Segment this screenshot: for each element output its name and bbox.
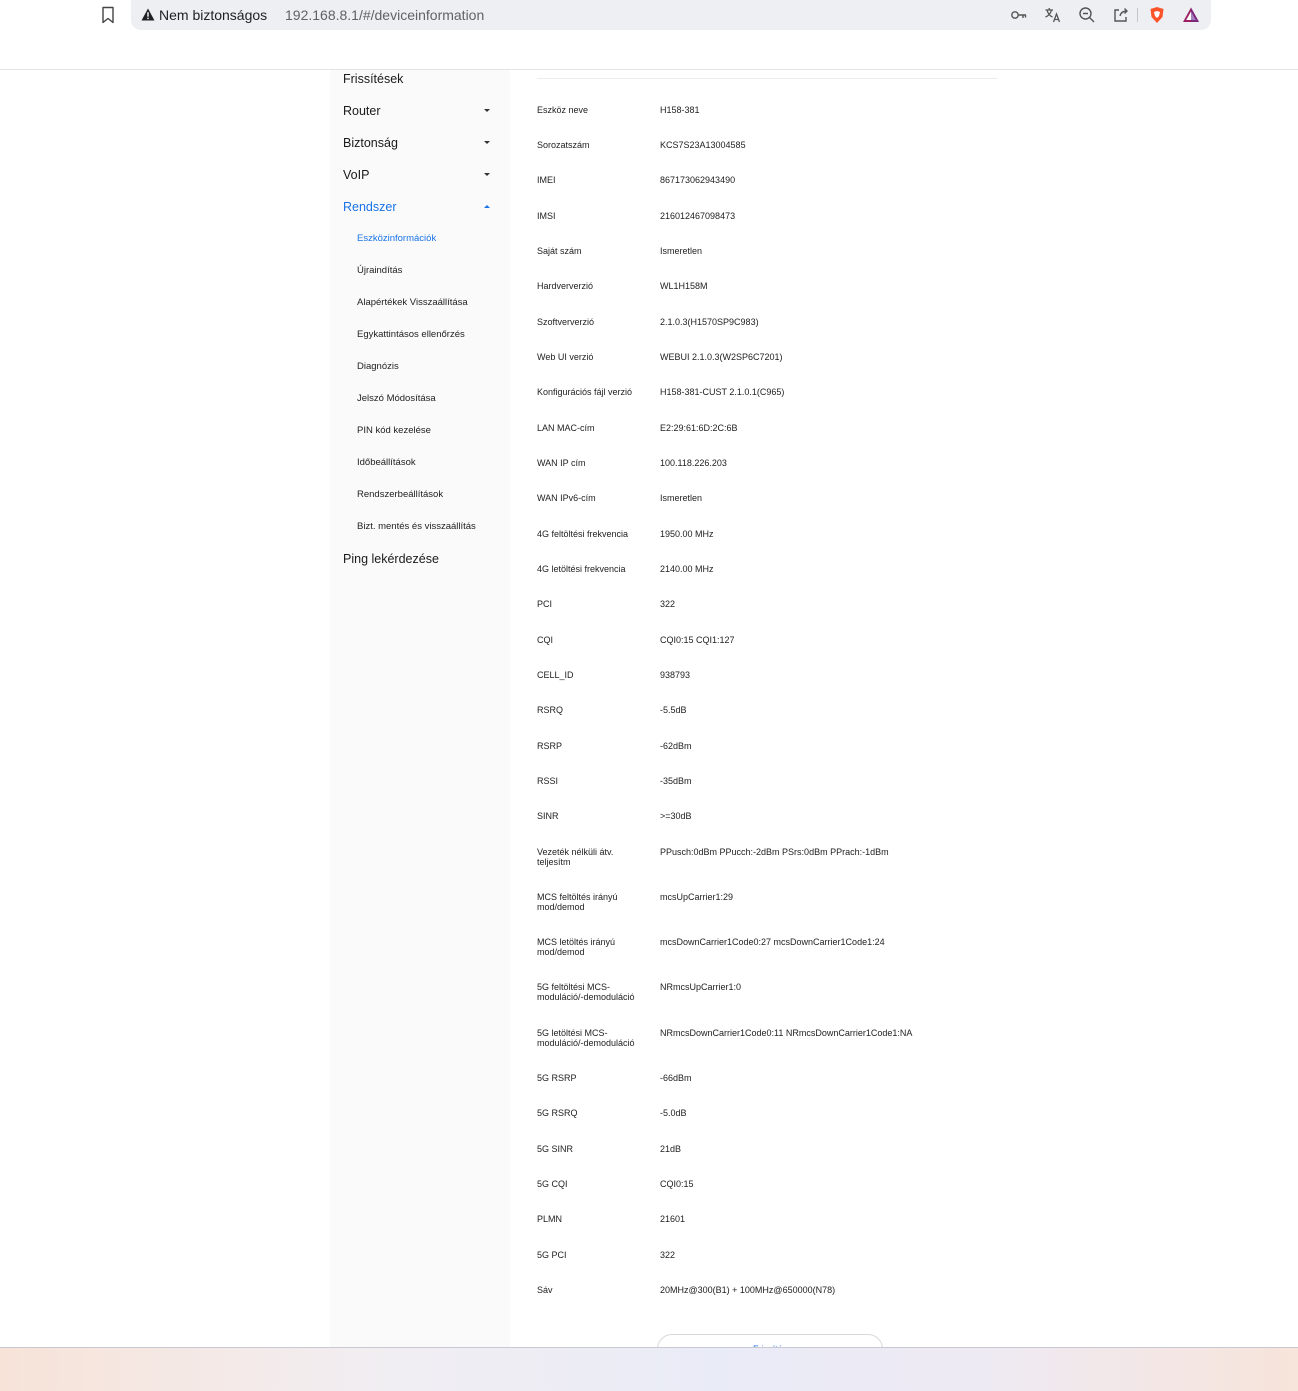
info-label: MCS feltöltés irányú mod/demod: [537, 892, 618, 912]
info-label: CELL_ID: [537, 670, 574, 680]
sub-item-reboot[interactable]: Újraindítás: [357, 265, 403, 276]
info-value: -66dBm: [660, 1073, 692, 1083]
info-value: 867173062943490: [660, 175, 736, 185]
info-value: H158-381: [660, 105, 700, 115]
info-label: PCI: [537, 599, 553, 609]
content-divider: [537, 78, 997, 79]
nav-item-system[interactable]: Rendszer: [343, 200, 397, 214]
bookmark-icon[interactable]: [100, 6, 116, 24]
info-label: CQI: [537, 635, 554, 645]
info-label: RSSI: [537, 776, 559, 786]
info-label: LAN MAC-cím: [537, 423, 595, 433]
info-value: 938793: [660, 670, 691, 680]
info-value: WEBUI 2.1.0.3(W2SP6C7201): [660, 352, 783, 362]
nav-item-ping[interactable]: Ping lekérdezése: [343, 552, 439, 566]
sub-item-device-info[interactable]: Eszközinformációk: [357, 233, 437, 244]
browser-toolbar: [0, 0, 1298, 70]
info-value: WL1H158M: [660, 281, 708, 291]
info-value: NRmcsUpCarrier1:0: [660, 982, 742, 992]
sub-item-time-settings[interactable]: Időbeállítások: [357, 457, 416, 468]
info-label: 5G feltöltési MCS-moduláció/-demoduláció: [537, 982, 635, 1002]
info-value: CQI0:15 CQI1:127: [660, 635, 735, 645]
info-label: Sorozatszám: [537, 140, 590, 150]
sub-item-pin-management[interactable]: PIN kód kezelése: [357, 425, 431, 436]
sub-item-backup-restore[interactable]: Bizt. mentés és visszaállítás: [357, 521, 476, 532]
info-value: 2140.00 MHz: [660, 564, 714, 574]
info-label: 4G letöltési frekvencia: [537, 564, 626, 574]
security-label[interactable]: Nem biztonságos: [159, 7, 268, 23]
info-label: RSRQ: [537, 705, 564, 715]
info-label: 5G RSRQ: [537, 1108, 578, 1118]
info-label: MCS letöltés irányú mod/demod: [537, 937, 616, 957]
info-label: PLMN: [537, 1214, 563, 1224]
info-value: 21601: [660, 1214, 686, 1224]
info-value: H158-381-CUST 2.1.0.1(C965): [660, 387, 785, 397]
info-label: Konfigurációs fájl verzió: [537, 387, 633, 397]
sub-item-one-click-check[interactable]: Egykattintásos ellenőrzés: [357, 329, 465, 340]
info-label: Eszköz neve: [537, 105, 589, 115]
sub-item-change-password[interactable]: Jelszó Módosítása: [357, 393, 436, 404]
info-label: Vezeték nélküli átv. teljesítm: [537, 847, 614, 867]
share-icon[interactable]: [1112, 6, 1130, 24]
info-value: -62dBm: [660, 741, 692, 751]
info-label: IMEI: [537, 175, 556, 185]
info-value: PPusch:0dBm PPucch:-2dBm PSrs:0dBm PPrach:-1dBm: [660, 847, 889, 857]
info-value: E2:29:61:6D:2C:6B: [660, 423, 738, 433]
info-label: 4G feltöltési frekvencia: [537, 529, 629, 539]
address-bar[interactable]: [131, 0, 1211, 30]
info-value: Ismeretlen: [660, 246, 703, 256]
info-value: 21dB: [660, 1144, 682, 1154]
toolbar-separator: [1137, 8, 1138, 22]
sidebar: [330, 70, 510, 1347]
brave-rewards-icon[interactable]: [1182, 6, 1200, 24]
info-value: 322: [660, 1250, 676, 1260]
info-label: RSRP: [537, 741, 563, 751]
chevron-down-icon[interactable]: [484, 173, 490, 176]
zoom-out-icon[interactable]: [1078, 6, 1096, 24]
info-value: 1950.00 MHz: [660, 529, 714, 539]
sub-item-diagnosis[interactable]: Diagnózis: [357, 361, 399, 372]
brave-shield-icon[interactable]: [1148, 6, 1166, 24]
info-label: Szoftververzió: [537, 317, 595, 327]
info-label: Web UI verzió: [537, 352, 594, 362]
info-label: 5G PCI: [537, 1250, 567, 1260]
info-label: 5G SINR: [537, 1144, 574, 1154]
nav-item-router[interactable]: Router: [343, 104, 381, 118]
info-label: 5G CQI: [537, 1179, 568, 1189]
info-label: 5G letöltési MCS-moduláció/-demoduláció: [537, 1028, 635, 1048]
info-value: -5.0dB: [660, 1108, 687, 1118]
info-value: 322: [660, 599, 676, 609]
chevron-down-icon[interactable]: [484, 109, 490, 112]
info-value: 2.1.0.3(H1570SP9C983): [660, 317, 759, 327]
info-value: mcsUpCarrier1:29: [660, 892, 734, 902]
info-value: 216012467098473: [660, 211, 736, 221]
info-value: mcsDownCarrier1Code0:27 mcsDownCarrier1Code1:24: [660, 937, 885, 947]
nav-item-updates[interactable]: Frissítések: [343, 72, 404, 86]
chevron-down-icon[interactable]: [484, 141, 490, 144]
sub-item-system-settings[interactable]: Rendszerbeállítások: [357, 489, 444, 500]
nav-item-voip[interactable]: VoIP: [343, 168, 370, 182]
chevron-up-icon[interactable]: [484, 205, 490, 208]
info-value: NRmcsDownCarrier1Code0:11 NRmcsDownCarrier1Code1:NA: [660, 1028, 913, 1038]
translate-icon[interactable]: [1044, 6, 1062, 24]
url-text[interactable]: 192.168.8.1/#/deviceinformation: [285, 7, 485, 23]
info-label: Saját szám: [537, 246, 582, 256]
sub-item-factory-reset[interactable]: Alapértékek Visszaállítása: [357, 297, 468, 308]
nav-item-security[interactable]: Biztonság: [343, 136, 398, 150]
info-value: Ismeretlen: [660, 493, 703, 503]
info-value: 100.118.226.203: [660, 458, 727, 468]
info-label: Sáv: [537, 1285, 553, 1295]
info-value: KCS7S23A13004585: [660, 140, 746, 150]
info-label: IMSI: [537, 211, 556, 221]
info-label: WAN IPv6-cím: [537, 493, 596, 503]
info-label: SINR: [537, 811, 559, 821]
info-label: 5G RSRP: [537, 1073, 577, 1083]
info-value: >=30dB: [660, 811, 692, 821]
info-value: CQI0:15: [660, 1179, 694, 1189]
warning-icon[interactable]: [141, 8, 155, 21]
info-value: 20MHz@300(B1) + 100MHz@650000(N78): [660, 1285, 836, 1295]
info-label: Hardververzió: [537, 281, 594, 291]
info-value: -35dBm: [660, 776, 692, 786]
key-icon[interactable]: [1010, 6, 1028, 24]
info-label: WAN IP cím: [537, 458, 586, 468]
info-value: -5.5dB: [660, 705, 687, 715]
taskbar-band: [0, 1347, 1298, 1391]
